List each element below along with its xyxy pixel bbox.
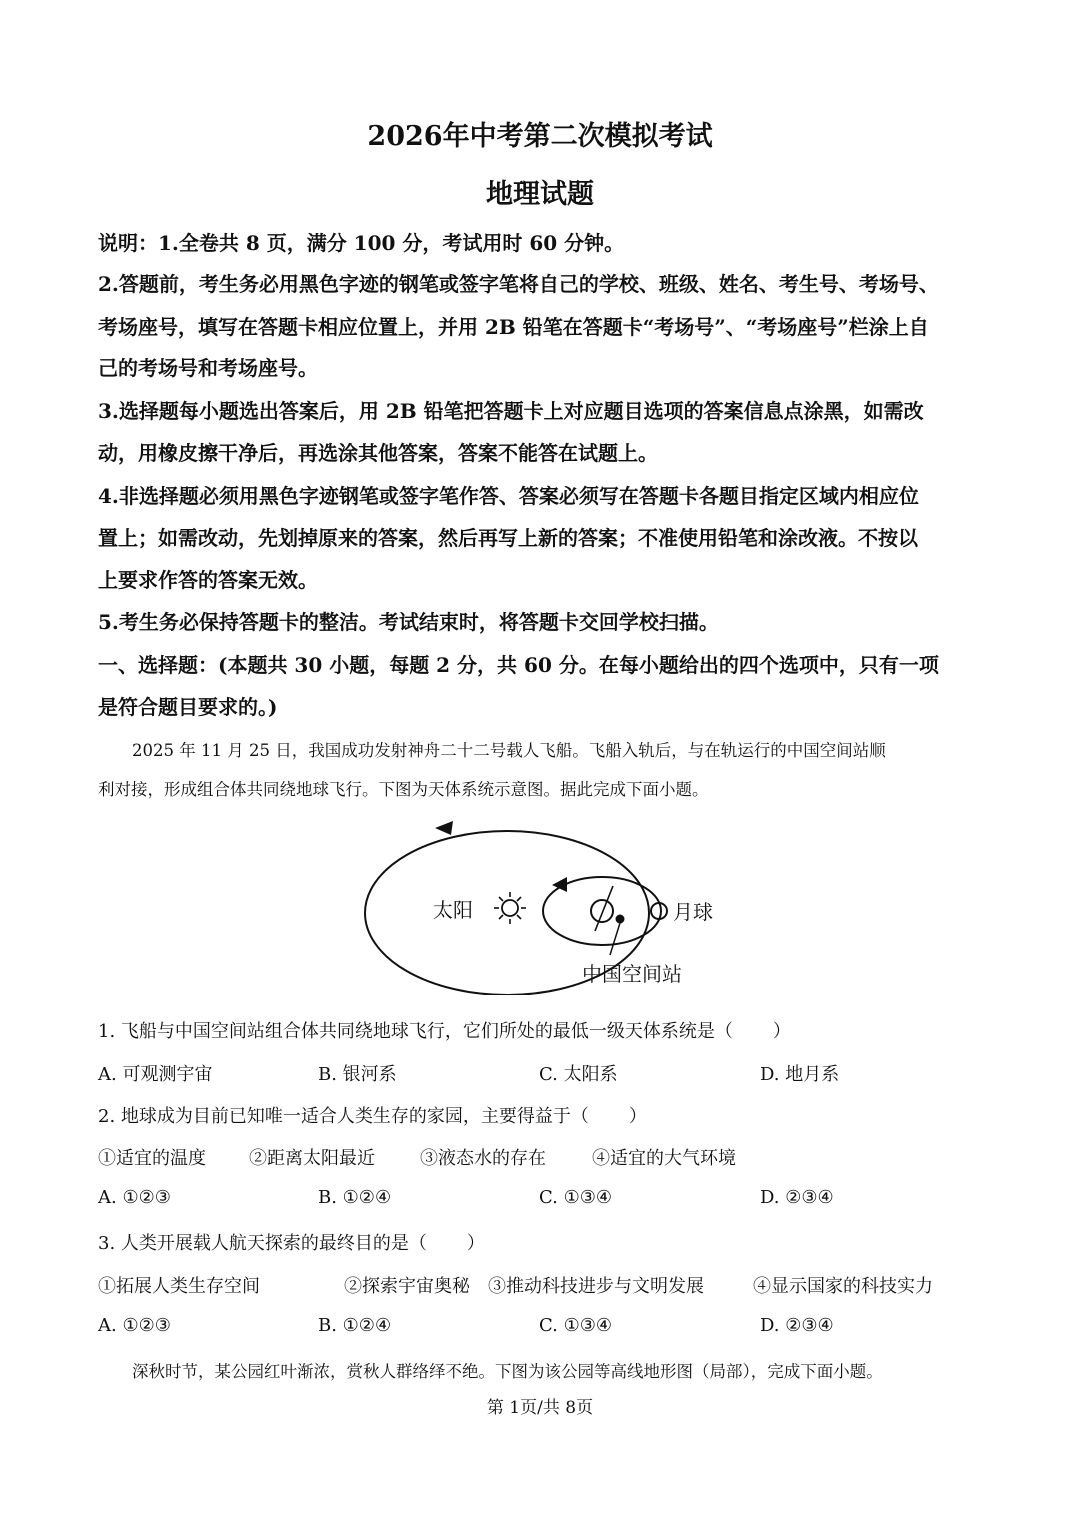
option-a: A. 可观测宇宙 — [98, 1064, 213, 1085]
option-c: C. 太阳系 — [539, 1064, 618, 1085]
question-stem: 3. 人类开展载人航天探索的最终目的是（ ） — [98, 1233, 485, 1254]
earth-icon — [591, 900, 613, 922]
option-c: C. ①③④ — [539, 1315, 612, 1336]
question-stem: 1. 飞船与中国空间站组合体共同绕地球飞行，它们所处的最低一级天体系统是（ ） — [98, 1021, 791, 1042]
option-d: D. 地月系 — [760, 1064, 840, 1085]
statement: ③推动科技进步与文明发展 — [488, 1276, 704, 1297]
instruction-line: 置上；如需改动，先划掉原来的答案，然后再写上新的答案；不准使用铅笔和涂改液。不按以 — [98, 526, 918, 550]
statement: ④适宜的大气环境 — [592, 1148, 736, 1169]
instruction-line: 5.考生务必保持答题卡的整洁。考试结束时，将答题卡交回学校扫描。 — [98, 610, 719, 634]
instruction-line: 上要求作答的答案无效。 — [98, 568, 318, 592]
exam-title: 2026年中考第二次模拟考试 — [367, 121, 713, 152]
instruction-line: 己的考场号和考场座号。 — [98, 356, 318, 380]
celestial-system-diagram — [355, 815, 735, 995]
instruction-line: 考场座号，填写在答题卡相应位置上，并用 2B 铅笔在答题卡“考场号”、“考场座号”栏涂上自 — [98, 315, 929, 339]
option-a: A. ①②③ — [98, 1187, 171, 1208]
statement: ②探索宇宙奥秘 — [344, 1276, 470, 1297]
station-dot — [616, 915, 625, 924]
option-b: B. ①②④ — [318, 1315, 392, 1336]
question-stem: 2. 地球成为目前已知唯一适合人类生存的家园，主要得益于（ ） — [98, 1106, 647, 1127]
statement: ④显示国家的科技实力 — [753, 1276, 933, 1297]
passage-intro-line: 利对接，形成组合体共同绕地球飞行。下图为天体系统示意图。据此完成下面小题。 — [98, 780, 709, 799]
section-heading-line: 一、选择题：(本题共 30 小题，每题 2 分，共 60 分。在每小题给出的四个选项中，只有一项 — [98, 653, 939, 677]
earth-axis — [595, 886, 613, 931]
statement: ①适宜的温度 — [98, 1148, 206, 1169]
station-label: 中国空间站 — [582, 962, 682, 986]
option-b: B. ①②④ — [318, 1187, 392, 1208]
sun-label: 太阳 — [433, 898, 473, 922]
earth-orbit-arrow — [435, 821, 453, 835]
passage-intro-line: 2025 年 11 月 25 日，我国成功发射神舟二十二号载人飞船。飞船入轨后，与在轨运行的中国空间站顺 — [132, 741, 886, 760]
option-c: C. ①③④ — [539, 1187, 612, 1208]
option-d: D. ②③④ — [760, 1315, 834, 1336]
option-b: B. 银河系 — [318, 1064, 397, 1085]
statement: ②距离太阳最近 — [249, 1148, 375, 1169]
statement: ③液态水的存在 — [420, 1148, 546, 1169]
station-leader-line — [610, 923, 620, 955]
statement: ①拓展人类生存空间 — [98, 1276, 260, 1297]
moon-icon — [651, 903, 667, 919]
option-d: D. ②③④ — [760, 1187, 834, 1208]
section-heading-line: 是符合题目要求的。) — [98, 695, 278, 719]
instruction-line: 4.非选择题必须用黑色字迹钢笔或签字笔作答、答案必须写在答题卡各题目指定区域内相应位 — [98, 484, 919, 508]
sun-rays — [494, 892, 526, 924]
instruction-line: 动，用橡皮擦干净后，再选涂其他答案，答案不能答在试题上。 — [98, 441, 658, 465]
page-footer: 第 1页/共 8页 — [486, 1398, 594, 1418]
option-a: A. ①②③ — [98, 1315, 171, 1336]
instruction-line: 2.答题前，考生务必用黑色字迹的钢笔或签字笔将自己的学校、班级、姓名、考生号、考场号、 — [98, 272, 939, 296]
sun-icon — [502, 900, 518, 916]
moon-label: 月球 — [673, 900, 713, 924]
exam-subtitle: 地理试题 — [486, 179, 594, 210]
instruction-line: 3.选择题每小题选出答案后，用 2B 铅笔把答题卡上对应题目选项的答案信息点涂黑，如需改 — [98, 399, 924, 423]
instruction-line: 说明：1.全卷共 8 页，满分 100 分，考试用时 60 分钟。 — [98, 231, 625, 255]
passage-intro-line: 深秋时节，某公园红叶渐浓，赏秋人群络绎不绝。下图为该公园等高线地形图（局部），完成下面小题。 — [132, 1362, 883, 1381]
